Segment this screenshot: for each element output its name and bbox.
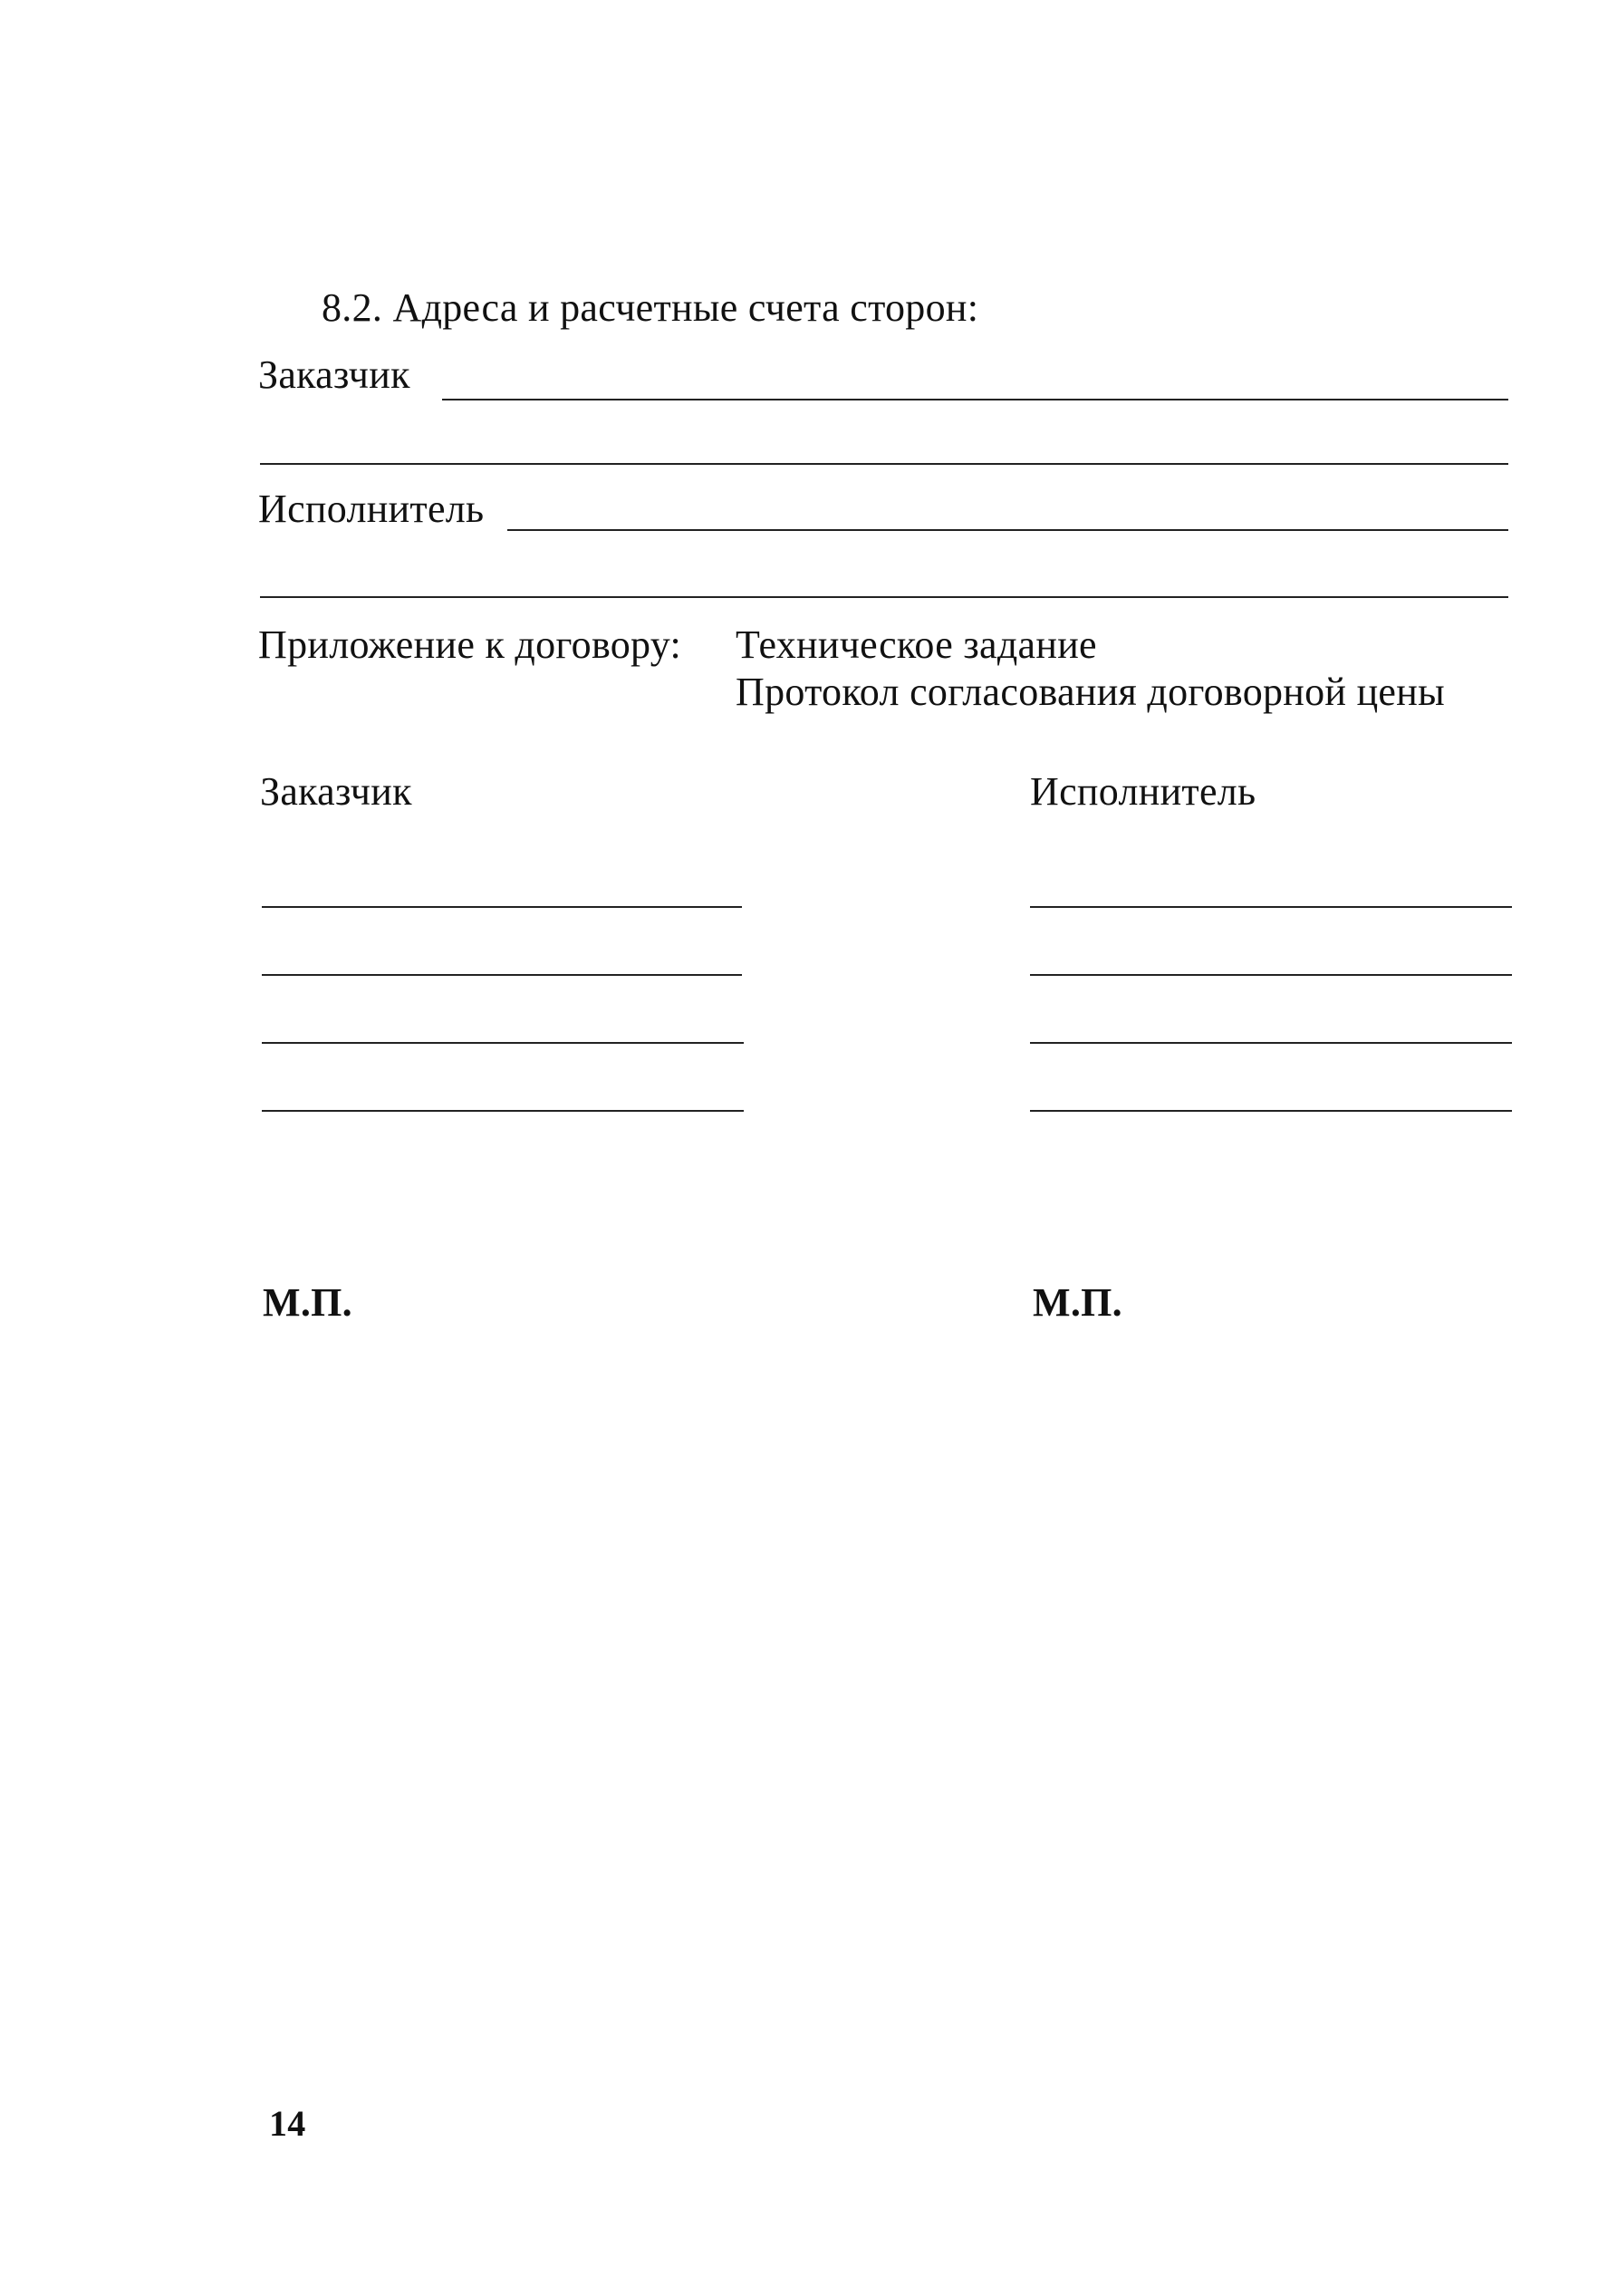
page-number: 14: [269, 2103, 306, 2144]
customer-address-line-1: [442, 399, 1508, 400]
contractor-signature-line: [1030, 1042, 1512, 1044]
contractor-signature-title: Исполнитель: [1030, 769, 1256, 814]
appendix-item: Протокол согласования договорной цены: [736, 670, 1445, 714]
customer-signature-line: [262, 906, 742, 908]
contractor-stamp-label: М.П.: [1033, 1280, 1122, 1325]
customer-signature-line: [262, 1042, 744, 1044]
section-heading: 8.2. Адреса и расчетные счета сторон:: [322, 285, 979, 330]
contractor-signature-line: [1030, 1110, 1512, 1112]
customer-stamp-label: М.П.: [263, 1280, 352, 1325]
customer-signature-title: Заказчик: [260, 769, 412, 814]
customer-address-line-2: [260, 463, 1508, 465]
contractor-address-line-1: [507, 529, 1508, 531]
contractor-address-line-2: [260, 596, 1508, 598]
contractor-signature-line: [1030, 906, 1512, 908]
appendix-label: Приложение к договору:: [258, 622, 682, 667]
contractor-address-label: Исполнитель: [258, 487, 485, 531]
appendix-item: Техническое задание: [736, 622, 1097, 667]
customer-signature-line: [262, 974, 742, 976]
contractor-signature-line: [1030, 974, 1512, 976]
customer-signature-line: [262, 1110, 744, 1112]
customer-address-label: Заказчик: [258, 352, 410, 397]
